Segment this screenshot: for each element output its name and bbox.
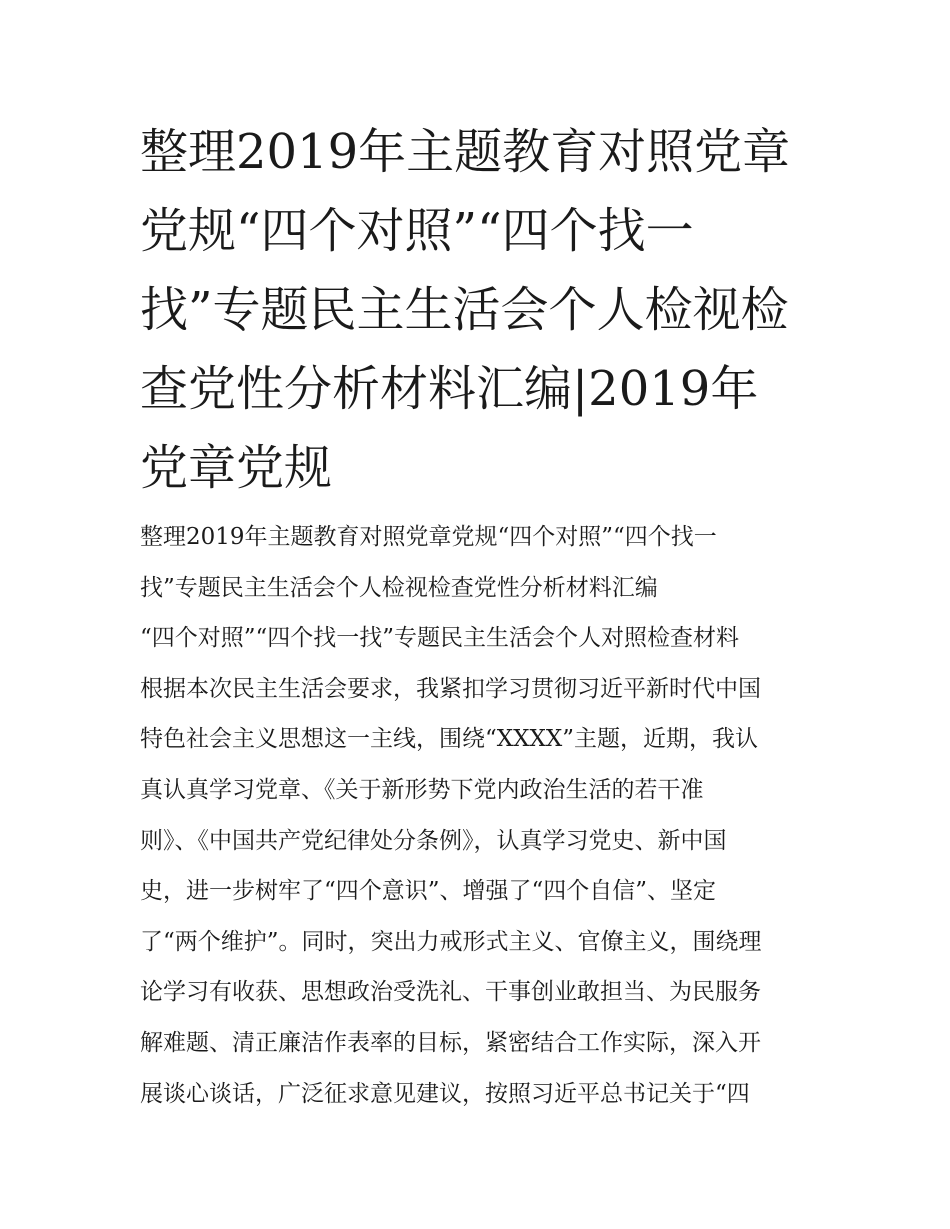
body-line: 论学习有收获、思想政治受洗礼、干事创业敢担当、为民服务 xyxy=(140,979,761,1006)
document-body xyxy=(140,512,830,1119)
body-line: 展谈心谈话，广泛征求意见建议，按照习近平总书记关于“四 xyxy=(140,1080,750,1107)
title-line: 党章党规 xyxy=(140,440,333,496)
title-line: 整理2019年主题教育对照党章 xyxy=(140,124,791,180)
body-line: 了“两个维护”。同时，突出力戒形式主义、官僚主义，围绕理 xyxy=(140,928,762,955)
title-line: 党规“四个对照”“四个找一 xyxy=(140,203,694,259)
body-line: 整理2019年主题教育对照党章党规“四个对照”“四个找一 xyxy=(140,524,717,550)
body-line: 解难题、清正廉洁作表率的目标，紧密结合工作实际，深入开 xyxy=(140,1029,761,1056)
body-line: 根据本次民主生活会要求，我紧扣学习贯彻习近平新时代中国 xyxy=(140,675,761,702)
document-title xyxy=(140,113,830,508)
body-line: 特色社会主义思想这一主线，围绕“XXXX”主题，近期，我认 xyxy=(140,726,759,753)
body-line: 则》、《中国共产党纪律处分条例》，认真学习党史、新中国 xyxy=(140,827,727,854)
title-line: 查党性分析材料汇编|2019年 xyxy=(140,361,759,417)
body-line: 真认真学习党章、《关于新形势下党内政治生活的若干准 xyxy=(140,776,704,803)
body-line: 史，进一步树牢了“四个意识”、增强了“四个自信”、坚定 xyxy=(140,878,717,905)
title-line: 找”专题民主生活会个人检视检 xyxy=(140,282,789,338)
body-line: 找”专题民主生活会个人检视检查党性分析材料汇编 xyxy=(140,574,658,601)
body-line: “四个对照”“四个找一找”专题民主生活会个人对照检查材料 xyxy=(140,625,740,652)
